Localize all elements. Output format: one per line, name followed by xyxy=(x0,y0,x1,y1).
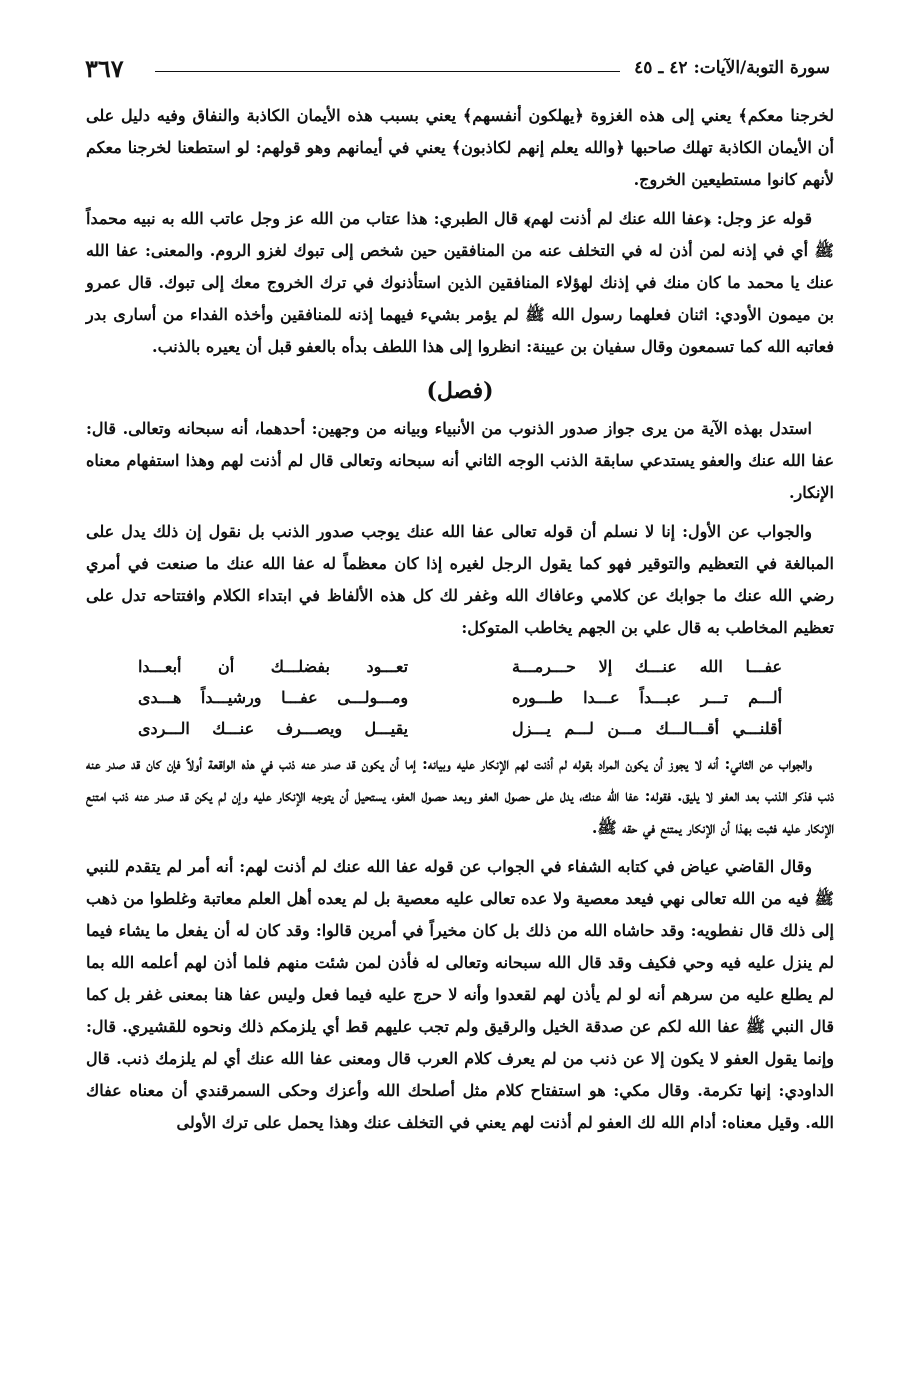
paragraph: استدل بهذه الآية من يرى جواز صدور الذنوب من الأنبياء وبيانه من وجهين: أحدهما، أنه سبحانه وتعالى. قال: عفا الله عنك والعفو يستدعي سابقة الذنب الوجه الثاني أنه سبحانه وتعالى قال لم أذنت لهم وهذا استفهام معناه الإنكار. xyxy=(86,419,834,502)
page-body xyxy=(86,100,834,1146)
surah-title: سورة التوبة/الآيات: ٤٢ ـ ٤٥ xyxy=(634,58,830,78)
poem-verse xyxy=(86,651,834,682)
paragraph: لخرجنا معكم﴾ يعني إلى هذه الغزوة ﴿يهلكون أنفسهم﴾ يعني بسبب هذه الأيمان الكاذبة والنفاق وفيه دليل على أن الأيمان الكاذبة تهلك صاحبها ﴿والله يعلم إنهم لكاذبون﴾ يعني في أيمانهم وهو قولهم: لو استطعنا لخرجنا معكم لأنهم كانوا مستطيعين الخروج. xyxy=(86,106,834,189)
section-title: (فصل) xyxy=(426,378,494,404)
header-rule xyxy=(155,71,620,72)
poem xyxy=(86,651,834,744)
poem-second-hemistich: تعـــود بفضلـــك أن أبعـــدا xyxy=(137,657,409,676)
poem-second-hemistich: يقيـــل ويصـــرف عنـــك الـــردى xyxy=(137,719,409,738)
poem-verse xyxy=(86,713,834,744)
paragraph: والجواب عن الثاني: أنه لا يجوز أن يكون المراد بقوله لم أذنت لهم الإنكار عليه وبيانه: إما أن يكون قد صدر عنه ذنب في هذه الواقعة أولاً فإن كان قد صدر عنه ذنب فذكر الذنب بعد العفو لا يليق. فقوله: عفا الله عنك، يدل على حصول العفو وبعد حصول العفو، يستحيل أن يتوجه الإنكار عليه وإن لم يكن قد صدر عنه ذنب امتنع الإنكار عليه فثبت بهذا أن الإنكار يمتنع في حقه ﷺ. xyxy=(86,754,834,837)
poem-first-hemistich: ألـــم تـــر عبـــداً عـــدا طـــوره xyxy=(511,688,783,707)
poem-verse xyxy=(86,682,834,713)
page-number: ٣٦٧ xyxy=(85,54,124,83)
poem-first-hemistich: عفـــا الله عنـــك إلا حـــرمـــة xyxy=(511,657,783,676)
poem-first-hemistich: أقلنـــي أقـــالـــك مـــن لـــم يـــزل xyxy=(511,719,783,738)
paragraph: وقال القاضي عياض في كتابه الشفاء في الجواب عن قوله عفا الله عنك لم أذنت لهم: أنه أمر لم يتقدم للنبي ﷺ فيه من الله تعالى نهي فيعد معصية ولا عده تعالى عليه معصية بل لم يعده أهل العلم معاتبة وغلطوا من ذهب إلى ذلك قال نفطويه: وقد حاشاه الله من ذلك بل كان مخيراً في أمرين قالوا: وقد كان له أن يفعل ما يشاء فيما لم ينزل عليه فيه وحي فكيف وقد قال الله سبحانه وتعالى له فأذن لمن شئت منهم فلما أذن لهم أعلمه الله بما لم يطلع عليه من سرهم أنه لو لم يأذن لهم لقعدوا وأنه لا حرج عليه فيما فعل وليس عفا هنا بمعنى غفر بل كما قال النبي ﷺ عفا الله لكم عن صدقة الخيل والرقيق ولم تجب عليهم قط أي يلزمكم ذلك ونحوه للقشيري. قال: وإنما يقول العفو لا يكون إلا عن ذنب من لم يعرف كلام العرب قال ومعنى عفا الله عنك أي لم يلزمك ذنب. قال الداودي: إنها تكرمة. وقال مكي: هو استفتاح كلام مثل أصلحك الله وأعزك وحكى السمرقندي أن معناه عفاك الله. وقيل معناه: أدام الله لك العفو لم أذنت لهم يعني في التخلف عنك وهذا يحمل على ترك الأولى xyxy=(86,857,835,1132)
paragraph: قوله عز وجل: ﴿عفا الله عنك لم أذنت لهم﴾ قال الطبري: هذا عتاب من الله عز وجل عاتب الله به نبيه محمداً ﷺ أي في إذنه لمن أذن له في التخلف عنه من المنافقين حين شخص إلى تبوك لغزو الروم. والمعنى: عفا الله عنك يا محمد ما كان منك في إذنك لهؤلاء المنافقين الذين استأذنوك في ترك الخروج معك إلى تبوك. قال عمرو بن ميمون الأودي: اثنان فعلهما رسول الله ﷺ لم يؤمر بشيء فيهما إذنه للمنافقين وأخذه الفداء من أسارى بدر فعاتبه الله كما تسمعون وقال سفيان بن عيينة: انظروا إلى هذا اللطف بدأه بالعفو قبل أن يعيره بالذنب. xyxy=(86,209,834,356)
poem-second-hemistich: ومـــولـــى عفـــا ورشيـــداً هـــدى xyxy=(137,688,409,707)
paragraph: والجواب عن الأول: إنا لا نسلم أن قوله تعالى عفا الله عنك يوجب صدور الذنب بل نقول إن ذلك يدل على المبالغة في التعظيم والتوقير فهو كما يقول الرجل لغيره إذا كان معظماً له عفا الله عنك ما صنعت في أمري رضي الله عنك ما جوابك عن كلامي وعافاك الله وغفر لك كل هذه الألفاظ في ابتداء الكلام وافتتاحه تدل على تعظيم المخاطب به قال علي بن الجهم يخاطب المتوكل: xyxy=(86,522,834,637)
page-header xyxy=(85,54,830,92)
